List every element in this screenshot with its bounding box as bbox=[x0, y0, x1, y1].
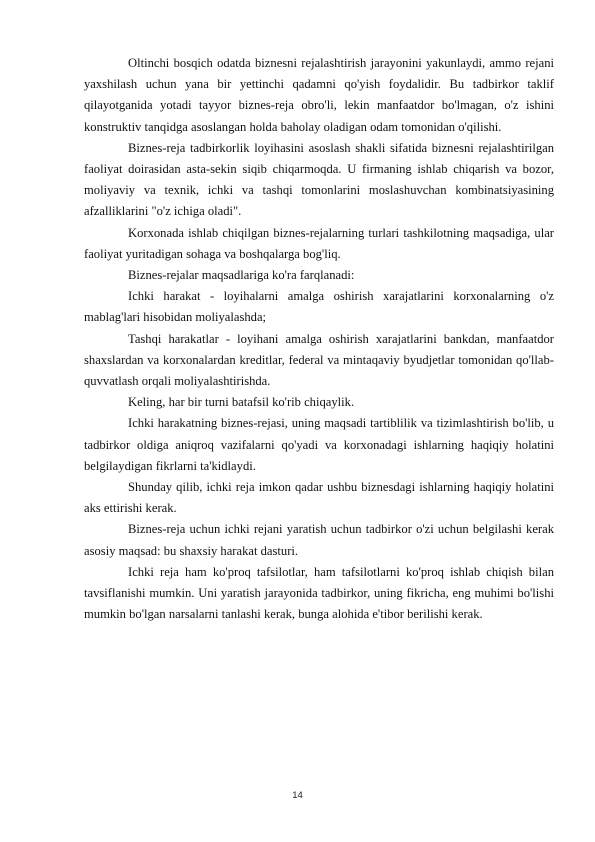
paragraph-internal-plan-reflection: Shunday qilib, ichki reja imkon qadar ushbu biznesdagi ishlarning haqiqiy holatini aks ettirishi kerak. bbox=[84, 480, 554, 516]
paragraph-main-goal: Biznes-reja uchun ichki rejani yaratish uchun tadbirkor o'zi uchun belgilashi kerak asosiy maqsad: bu shaxsiy harakat dasturi. bbox=[84, 522, 554, 558]
document-body bbox=[84, 53, 554, 625]
paragraph-detail-review: Keling, har bir turni batafsil ko'rib chiqaylik. bbox=[128, 395, 355, 410]
paragraph-business-plan-form: Biznes-reja tadbirkorlik loyihasini asoslash shakli sifatida biznesni rejalashtirilgan faoliyat doirasidan asta-sekin siqib chiqarmoqda. U firmaning ishlab chiqarish va bozor, moliyaviy va texnik, ichki va tashqi tomonlarini moslashuvchan kombinatsiyasining afzalliklarini "o'z ichiga oladi". bbox=[84, 140, 554, 219]
paragraph-internal-action: Ichki harakat - loyihalarni amalga oshirish xarajatlarini korxonalarning o'z mablag'lari hisobidan moliyalashda; bbox=[84, 289, 554, 325]
paragraph-internal-plan-details: Ichki reja ham ko'proq tafsilotlar, ham tafsilotlarni ko'proq ishlab chiqish bilan tavsiflanishi mumkin. Uni yaratish jarayonida tadbirkor, uning fikricha, eng muhimi bo'lishi mumkin bo'lgan narsalarni tanlashi kerak, bunga alohida e'tibor berilishi kerak. bbox=[84, 564, 554, 622]
paragraph-stage-seven: Oltinchi bosqich odatda biznesni rejalashtirish jarayonini yakunlaydi, ammo rejani yaxshilash uchun yana bir yettinchi qadamni qo'yish foydalidir. Bu tadbirkor taklif qilayotganida yotadi tayyor biznes-reja obro'li, lekin manfaatdor bo'lmagan, o'z ishini konstruktiv tanqidga asoslangan holda baholay oladigan odam tomonidan o'qilishi. bbox=[84, 56, 554, 134]
paragraph-external-actions: Tashqi harakatlar - loyihani amalga oshirish xarajatlarini bankdan, manfaatdor shaxslardan va korxonalardan kreditlar, federal va mintaqaviy byudjetlar tomonidan qo'llab-quvvatlash orqali moliyalashtirishda. bbox=[84, 331, 554, 389]
paragraph-plan-purposes-intro: Biznes-rejalar maqsadlariga ko'ra farqlanadi: bbox=[128, 268, 355, 283]
paragraph-plan-types: Korxonada ishlab chiqilgan biznes-rejalarning turlari tashkilotning maqsadiga, ular faoliyat yuritadigan sohaga va boshqalarga bog'liq. bbox=[84, 225, 554, 261]
paragraph-internal-plan-purpose: Ichki harakatning biznes-rejasi, uning maqsadi tartiblilik va tizimlashtirish bo'lib, u tadbirkor oldiga aniqroq vazifalarni qo'yadi va korxonadagi ishlarning haqiqiy holatini belgilaydigan fikrlarni ta'kidlaydi. bbox=[84, 416, 554, 473]
page-number: 14 bbox=[292, 790, 303, 801]
